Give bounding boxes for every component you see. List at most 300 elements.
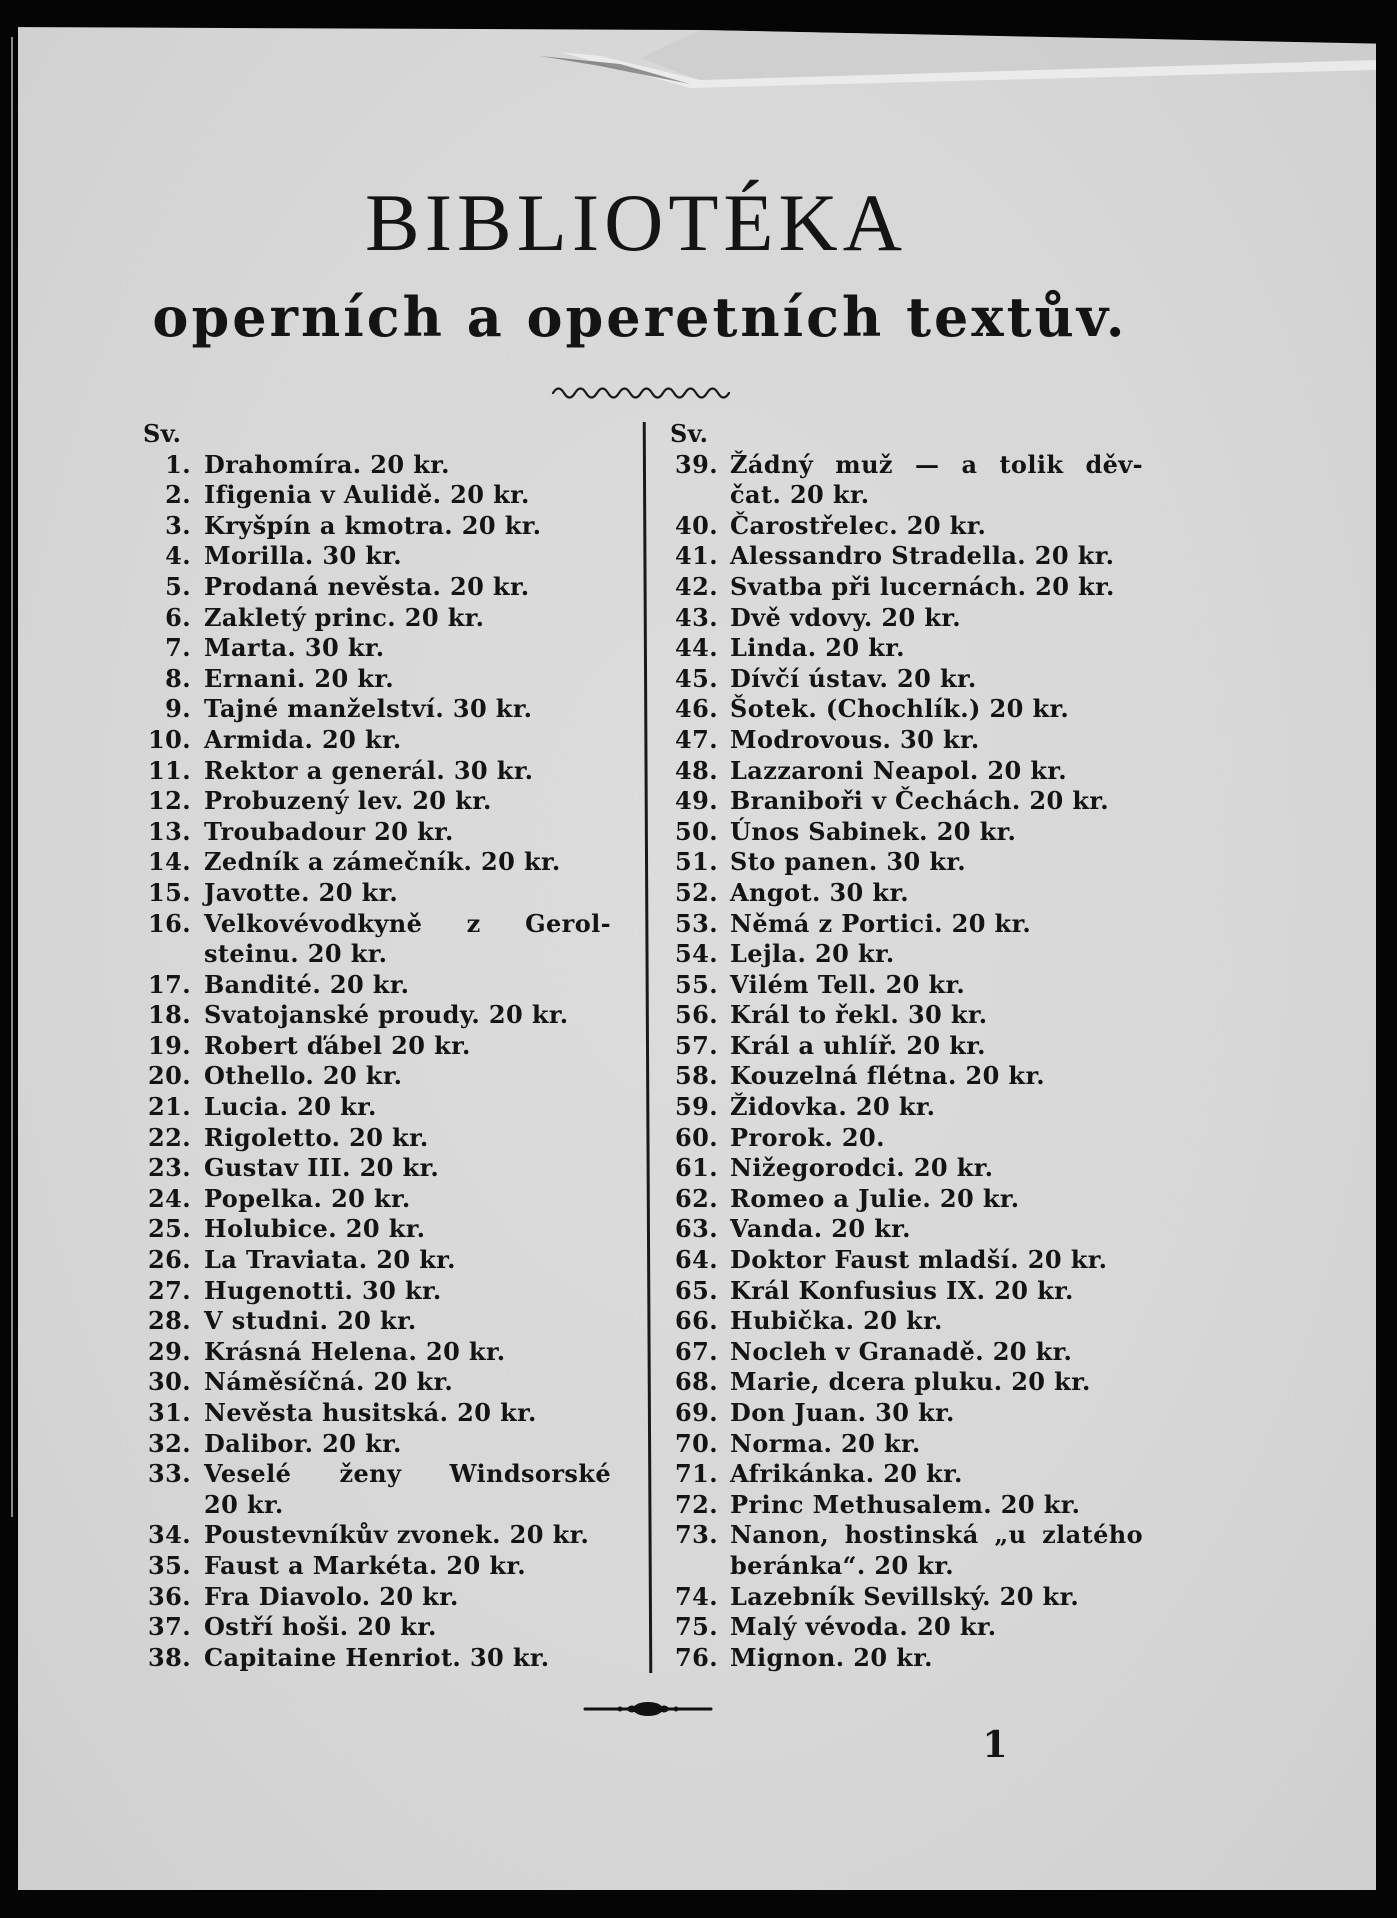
item-title (204, 1612, 611, 1643)
item-number: 60. (675, 1122, 718, 1152)
item-title (730, 1582, 1143, 1613)
item-title-line: Němá z Portici. 20 kr. (730, 908, 1032, 938)
item-title (204, 909, 611, 970)
item-title-line: Rektor a generál. 30 kr. (204, 755, 534, 785)
list-item (670, 1031, 1150, 1062)
item-title (730, 511, 1143, 542)
item-title (730, 541, 1143, 572)
item-title-line: Čarostřelec. 20 kr. (730, 510, 987, 540)
item-title-line: Norma. 20 kr. (730, 1428, 921, 1458)
item-title (730, 1184, 1143, 1215)
item-number: 1. (165, 449, 191, 479)
list-item (670, 1582, 1150, 1613)
item-title (204, 756, 611, 787)
item-number: 43. (675, 602, 718, 632)
list-item (670, 1184, 1150, 1215)
list-item (143, 1000, 613, 1031)
item-title (730, 450, 1143, 511)
item-title-line: Gustav III. 20 kr. (204, 1153, 440, 1183)
list-item (143, 1398, 613, 1429)
item-title-line: Nocleh v Granadě. 20 kr. (730, 1336, 1073, 1366)
list-item (670, 511, 1150, 542)
item-number: 69. (675, 1398, 718, 1427)
item-number: 30. (148, 1367, 191, 1397)
list-item (143, 878, 613, 909)
list-item (143, 603, 613, 634)
item-title (204, 1459, 611, 1520)
item-title (204, 633, 611, 664)
item-number: 54. (675, 939, 718, 969)
item-title (730, 1306, 1143, 1337)
item-title (204, 1398, 611, 1429)
list-item (670, 664, 1150, 695)
item-title-line: Marta. 30 kr. (204, 633, 385, 663)
item-number: 58. (675, 1061, 718, 1091)
item-title (204, 603, 611, 634)
list-item (143, 1092, 613, 1123)
item-title (204, 1092, 611, 1123)
item-number: 39. (675, 449, 718, 479)
list-item (143, 1367, 613, 1398)
item-title-line: Král Konfusius IX. 20 kr. (730, 1275, 1074, 1305)
list-item (670, 1337, 1150, 1368)
list-item (143, 725, 613, 756)
list-item (670, 450, 1150, 511)
item-number: 29. (148, 1336, 191, 1366)
item-title-line: Dvě vdovy. 20 kr. (730, 602, 961, 632)
item-title (204, 1214, 611, 1245)
item-title-line: 20 kr. (204, 1489, 284, 1519)
item-title-line: Veselé ženy Windsorské (204, 1459, 611, 1489)
item-title-line: Svatba při lucernách. 20 kr. (730, 571, 1115, 601)
list-item (670, 725, 1150, 756)
list-item (143, 1612, 613, 1643)
item-number: 12. (148, 786, 191, 816)
item-title-line: Morilla. 30 kr. (204, 541, 403, 571)
item-title-line: Capitaine Henriot. 30 kr. (204, 1642, 550, 1672)
item-title (730, 572, 1143, 603)
item-number: 26. (148, 1245, 191, 1275)
item-title-line: Probuzený lev. 20 kr. (204, 786, 492, 816)
item-number: 28. (148, 1306, 191, 1336)
item-title-line: Únos Sabinek. 20 kr. (730, 816, 1017, 846)
tailpiece-ornament (582, 1697, 714, 1721)
item-number: 64. (675, 1245, 718, 1275)
item-title (204, 1551, 611, 1582)
item-number: 11. (148, 755, 191, 785)
item-title-line: Kryšpín a kmotra. 20 kr. (204, 510, 542, 540)
item-number: 61. (675, 1153, 718, 1183)
item-number: 8. (165, 663, 191, 693)
item-title (204, 1582, 611, 1613)
list-item (143, 909, 613, 970)
item-title-line: Dalibor. 20 kr. (204, 1428, 402, 1458)
item-number: 14. (148, 847, 191, 877)
list-item (670, 786, 1150, 817)
item-number: 42. (675, 571, 718, 601)
list-item (670, 1459, 1150, 1490)
list-item (143, 1306, 613, 1337)
item-title (730, 1337, 1143, 1368)
item-title (204, 572, 611, 603)
item-number: 15. (148, 877, 191, 907)
item-number: 6. (165, 602, 191, 632)
item-title-line: Poustevníkův zvonek. 20 kr. (204, 1520, 590, 1550)
item-number: 74. (675, 1581, 718, 1611)
item-title-line: Bandité. 20 kr. (204, 969, 410, 999)
list-item (670, 572, 1150, 603)
list-item (670, 756, 1150, 787)
list-item (670, 1061, 1150, 1092)
item-title-line: Rigoletto. 20 kr. (204, 1122, 429, 1152)
item-title-line: Lucia. 20 kr. (204, 1092, 377, 1122)
list-item (143, 1337, 613, 1368)
list-item (670, 1000, 1150, 1031)
item-title-line: Zedník a zámečník. 20 kr. (204, 847, 561, 877)
item-title (204, 1061, 611, 1092)
column-heading: Sv. (670, 419, 709, 448)
list-item (670, 1490, 1150, 1521)
item-number: 32. (148, 1428, 191, 1458)
item-number: 59. (675, 1092, 718, 1122)
item-number: 71. (675, 1459, 718, 1489)
item-title (204, 786, 611, 817)
item-title (730, 847, 1143, 878)
item-title (730, 1429, 1143, 1460)
item-title-line: Lazzaroni Neapol. 20 kr. (730, 755, 1067, 785)
item-title-line: Braniboři v Čechách. 20 kr. (730, 786, 1109, 816)
item-title-line: Prorok. 20. (730, 1122, 885, 1152)
item-title (730, 1092, 1143, 1123)
item-number: 20. (148, 1061, 191, 1091)
list-item (143, 1643, 613, 1674)
item-title-line: Armida. 20 kr. (204, 724, 402, 754)
list-item (143, 970, 613, 1001)
item-title-line: Sto panen. 30 kr. (730, 847, 966, 877)
list-item (143, 541, 613, 572)
item-number: 70. (675, 1428, 718, 1458)
list-item (670, 603, 1150, 634)
item-title (730, 1031, 1143, 1062)
item-number: 66. (675, 1306, 718, 1336)
item-number: 35. (148, 1550, 191, 1580)
item-title (730, 1643, 1143, 1674)
item-number: 27. (148, 1275, 191, 1305)
catalog-column-left (143, 419, 613, 1673)
item-number: 50. (675, 816, 718, 846)
item-number: 10. (148, 724, 191, 754)
item-title (730, 1061, 1143, 1092)
item-title-line: Žádný muž — a tolik děv- (730, 449, 1143, 479)
item-title (204, 511, 611, 542)
item-title (204, 1000, 611, 1031)
item-title-line: Lazebník Sevillský. 20 kr. (730, 1581, 1080, 1611)
list-item (670, 1367, 1150, 1398)
item-number: 2. (165, 480, 191, 510)
item-number: 67. (675, 1336, 718, 1366)
list-item (143, 1245, 613, 1276)
item-title (204, 664, 611, 695)
list-item (670, 1643, 1150, 1674)
item-title-line: Vanda. 20 kr. (730, 1214, 911, 1244)
item-title-line: Zakletý princ. 20 kr. (204, 602, 485, 632)
item-number: 48. (675, 755, 718, 785)
item-number: 40. (675, 510, 718, 540)
item-title (730, 817, 1143, 848)
list-item (143, 1031, 613, 1062)
list-item (143, 1214, 613, 1245)
item-title-line: čat. 20 kr. (730, 480, 870, 510)
item-number: 25. (148, 1214, 191, 1244)
item-title-line: La Traviata. 20 kr. (204, 1245, 456, 1275)
item-title (730, 939, 1143, 970)
item-title-line: Linda. 20 kr. (730, 633, 905, 663)
item-title (204, 541, 611, 572)
item-number: 13. (148, 816, 191, 846)
list-item (670, 1612, 1150, 1643)
item-number: 36. (148, 1581, 191, 1611)
item-number: 76. (675, 1642, 718, 1672)
item-number: 73. (675, 1520, 718, 1550)
item-title (204, 1276, 611, 1307)
item-title-line: Alessandro Stradella. 20 kr. (730, 541, 1115, 571)
item-title-line: Malý vévoda. 20 kr. (730, 1612, 997, 1642)
item-title-line: Afrikánka. 20 kr. (730, 1459, 963, 1489)
list-item (670, 1306, 1150, 1337)
item-title (204, 480, 611, 511)
item-title-line: Král to řekl. 30 kr. (730, 1000, 988, 1030)
list-item (670, 878, 1150, 909)
item-title (730, 633, 1143, 664)
item-title-line: Robert ďábel 20 kr. (204, 1030, 471, 1060)
list-item (143, 1123, 613, 1154)
item-title (730, 756, 1143, 787)
page-number: 1 (982, 1724, 1008, 1766)
item-number: 49. (675, 786, 718, 816)
list-item (670, 541, 1150, 572)
catalog-column-right (670, 419, 1150, 1673)
item-title (730, 1398, 1143, 1429)
list-item (670, 817, 1150, 848)
item-title (204, 1153, 611, 1184)
item-title-line: Mignon. 20 kr. (730, 1642, 933, 1672)
list-item (143, 1153, 613, 1184)
item-title (204, 1337, 611, 1368)
item-title-line: Kouzelná flétna. 20 kr. (730, 1061, 1046, 1091)
item-number: 24. (148, 1183, 191, 1213)
item-title-line: Židovka. 20 kr. (730, 1092, 936, 1122)
item-title-line: Angot. 30 kr. (730, 877, 910, 907)
item-title-line: Nevěsta husitská. 20 kr. (204, 1398, 537, 1427)
item-number: 72. (675, 1489, 718, 1519)
item-title (204, 1306, 611, 1337)
item-number: 38. (148, 1642, 191, 1672)
item-title-line: Troubadour 20 kr. (204, 816, 454, 846)
item-title-line: Fra Diavolo. 20 kr. (204, 1581, 459, 1611)
list-item (670, 1398, 1150, 1429)
item-title (730, 1520, 1143, 1581)
item-title-line: Romeo a Julie. 20 kr. (730, 1183, 1020, 1213)
list-item (143, 572, 613, 603)
item-number: 37. (148, 1612, 191, 1642)
item-title-line: Javotte. 20 kr. (204, 877, 399, 907)
list-item (143, 450, 613, 481)
list-item (143, 664, 613, 695)
item-number: 63. (675, 1214, 718, 1244)
item-title (730, 1153, 1143, 1184)
list-item (670, 1214, 1150, 1245)
item-title (204, 1031, 611, 1062)
item-number: 16. (148, 908, 191, 938)
item-title-line: Tajné manželství. 30 kr. (204, 694, 533, 724)
list-item (143, 756, 613, 787)
item-number: 7. (165, 633, 191, 663)
item-number: 21. (148, 1092, 191, 1122)
catalog-list (143, 450, 613, 1674)
item-title-line: Modrovous. 30 kr. (730, 724, 980, 754)
item-title-line: steinu. 20 kr. (204, 939, 388, 969)
item-title-line: Krásná Helena. 20 kr. (204, 1336, 506, 1366)
item-number: 5. (165, 571, 191, 601)
item-number: 23. (148, 1153, 191, 1183)
item-number: 41. (675, 541, 718, 571)
item-number: 22. (148, 1122, 191, 1152)
item-title (730, 725, 1143, 756)
item-title (204, 694, 611, 725)
item-title (204, 970, 611, 1001)
item-number: 31. (148, 1398, 191, 1427)
item-title-line: Othello. 20 kr. (204, 1061, 403, 1091)
item-title-line: Nižegorodci. 20 kr. (730, 1153, 994, 1183)
item-title (204, 1367, 611, 1398)
item-title-line: Dívčí ústav. 20 kr. (730, 663, 977, 693)
item-title-line: Ernani. 20 kr. (204, 663, 394, 693)
list-item (670, 909, 1150, 940)
list-item (143, 1520, 613, 1551)
item-title (730, 786, 1143, 817)
page-subtitle: operních a operetních textův. (152, 285, 1128, 349)
item-title (730, 970, 1143, 1001)
list-item (143, 786, 613, 817)
item-title-line: beránka“. 20 kr. (730, 1550, 954, 1580)
list-item (670, 1123, 1150, 1154)
list-item (143, 1184, 613, 1215)
list-item (670, 1092, 1150, 1123)
item-title (730, 664, 1143, 695)
item-title (730, 1367, 1143, 1398)
item-number: 75. (675, 1612, 718, 1642)
scan-edge-line (11, 37, 13, 1517)
item-title (730, 1612, 1143, 1643)
item-title-line: Velkovévodkyně z Gerol- (204, 908, 611, 938)
item-number: 68. (675, 1367, 718, 1397)
item-title-line: Marie, dcera pluku. 20 kr. (730, 1367, 1091, 1397)
item-title-line: Holubice. 20 kr. (204, 1214, 426, 1244)
list-item (143, 1061, 613, 1092)
item-number: 47. (675, 724, 718, 754)
item-title-line: Doktor Faust mladší. 20 kr. (730, 1245, 1108, 1275)
item-title-line: Popelka. 20 kr. (204, 1183, 411, 1213)
list-item (143, 1276, 613, 1307)
item-title (730, 1214, 1143, 1245)
item-title (204, 878, 611, 909)
item-title-line: Nanon, hostinská „u zlatého (730, 1520, 1143, 1550)
item-number: 57. (675, 1030, 718, 1060)
item-title-line: Náměsíčná. 20 kr. (204, 1367, 454, 1397)
list-item (143, 480, 613, 511)
item-title-line: Hubička. 20 kr. (730, 1306, 943, 1336)
item-number: 52. (675, 877, 718, 907)
item-title (730, 909, 1143, 940)
item-title (730, 1459, 1143, 1490)
item-number: 19. (148, 1030, 191, 1060)
item-title-line: Prodaná nevěsta. 20 kr. (204, 571, 530, 601)
item-title-line: Král a uhlíř. 20 kr. (730, 1030, 986, 1060)
item-title (730, 1123, 1143, 1154)
item-number: 62. (675, 1183, 718, 1213)
item-number: 45. (675, 663, 718, 693)
item-number: 33. (148, 1459, 191, 1489)
list-item (143, 633, 613, 664)
list-item (670, 694, 1150, 725)
item-title-line: Šotek. (Chochlík.) 20 kr. (730, 694, 1070, 724)
item-title-line: Svatojanské proudy. 20 kr. (204, 1000, 569, 1030)
wavy-rule-ornament (550, 379, 734, 401)
list-item (143, 1551, 613, 1582)
item-title-line: Ostří hoši. 20 kr. (204, 1612, 437, 1642)
list-item (670, 847, 1150, 878)
list-item (143, 1459, 613, 1520)
item-title (730, 1000, 1143, 1031)
list-item (670, 1153, 1150, 1184)
item-title-line: Vilém Tell. 20 kr. (730, 969, 966, 999)
item-title (730, 1276, 1143, 1307)
item-title (204, 847, 611, 878)
item-title-line: Faust a Markéta. 20 kr. (204, 1550, 526, 1580)
item-title (730, 1245, 1143, 1276)
item-number: 17. (148, 969, 191, 999)
item-number: 55. (675, 969, 718, 999)
list-item (143, 817, 613, 848)
item-number: 3. (165, 510, 191, 540)
item-number: 53. (675, 908, 718, 938)
list-item (670, 939, 1150, 970)
item-title (204, 1123, 611, 1154)
item-number: 18. (148, 1000, 191, 1030)
item-title (730, 1490, 1143, 1521)
item-number: 46. (675, 694, 718, 724)
item-title (204, 1520, 611, 1551)
item-number: 44. (675, 633, 718, 663)
list-item (143, 511, 613, 542)
item-title (204, 450, 611, 481)
list-item (670, 1245, 1150, 1276)
item-title (204, 1429, 611, 1460)
item-title (204, 1184, 611, 1215)
item-title (730, 878, 1143, 909)
item-number: 9. (165, 694, 191, 724)
list-item (670, 1520, 1150, 1581)
item-number: 56. (675, 1000, 718, 1030)
item-title (204, 1643, 611, 1674)
item-title (204, 1245, 611, 1276)
item-number: 34. (148, 1520, 191, 1550)
list-item (670, 970, 1150, 1001)
list-item (143, 1429, 613, 1460)
item-title-line: Drahomíra. 20 kr. (204, 449, 450, 479)
list-item (670, 1429, 1150, 1460)
item-title (204, 725, 611, 756)
